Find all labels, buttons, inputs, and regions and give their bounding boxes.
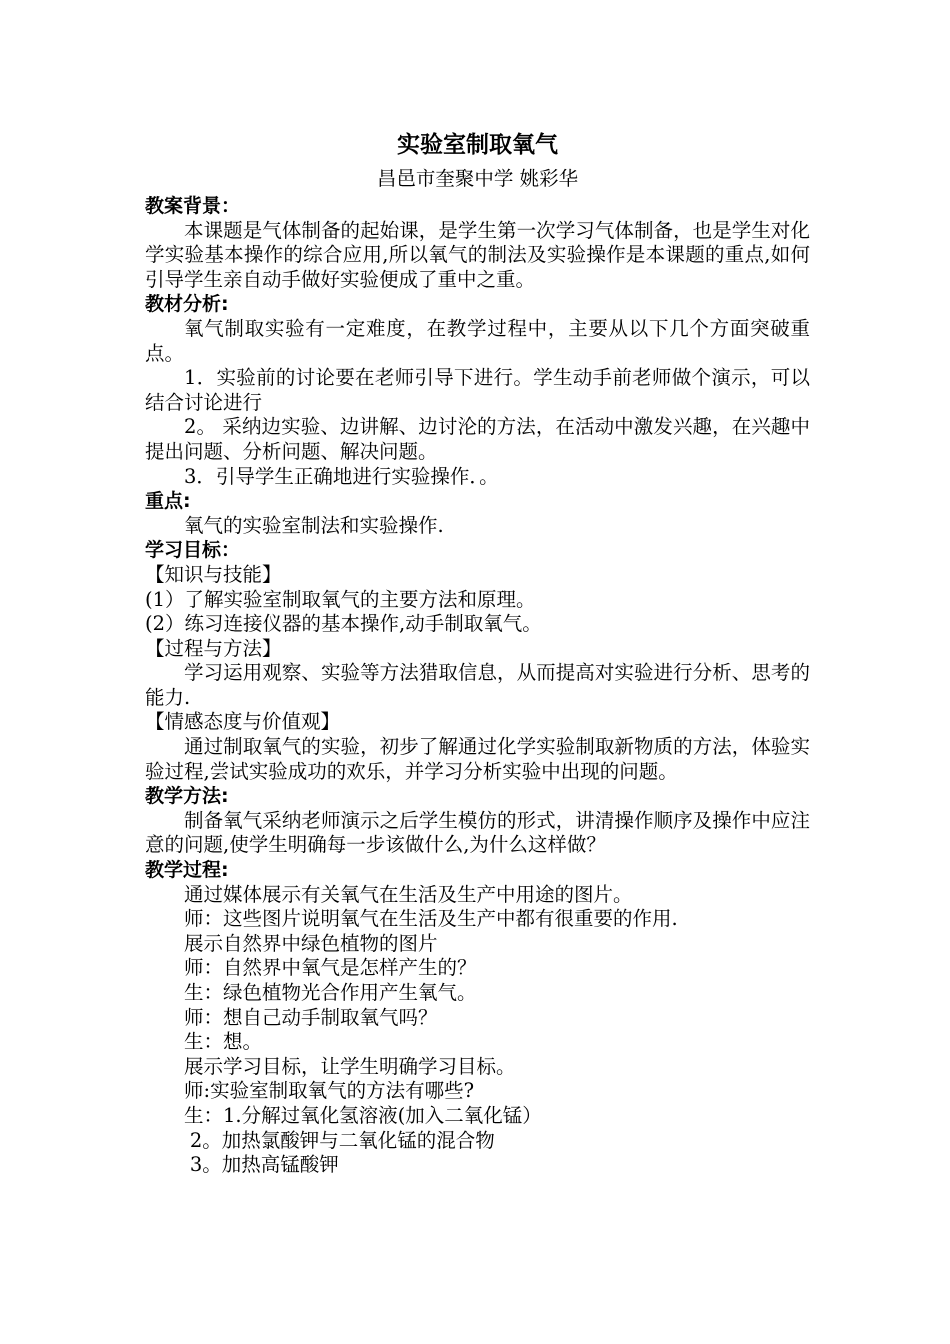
document-page — [145, 128, 810, 1178]
analysis-item-3: 3．引导学生正确地进行实验操作．。 — [184, 464, 499, 488]
heading-method: 教学方法: — [145, 785, 229, 808]
procedure-line: 师:实验室制取氧气的方法有哪些? — [184, 1079, 475, 1103]
analysis-item-2: 2。 采纳边实验、边讲解、边讨沦的方法，在活动中激发兴趣，在兴趣中提出问题、分析问题、解决问题。 — [145, 415, 810, 463]
process-text: 学习运用观察、实验等方法猎取信息，从而提高对实验进行分析、思考的能力. — [145, 661, 810, 709]
procedure-line: 展示自然界中绿色植物的图片 — [184, 931, 438, 955]
procedure-line: 师：想自己动手制取氧气吗？ — [184, 1005, 438, 1029]
procedure-sub-line: 2。加热氯酸钾与二氧化锰的混合物 — [189, 1128, 495, 1152]
heading-background: 教案背景： — [145, 195, 241, 217]
analysis-intro: 氧气制取实验有一定难度，在教学过程中，主要从以下几个方面突破重点。 — [145, 316, 810, 365]
author-line: 昌邑市奎聚中学 姚彩华 — [376, 167, 579, 190]
procedure-line: 生：1.分解过氧化氢溶液(加入二氧化锰） — [184, 1103, 542, 1127]
heading-key-point: 重点: — [145, 490, 191, 513]
procedure-line: 师：自然界中氧气是怎样产生的？ — [184, 956, 477, 980]
heading-objectives: 学习目标： — [145, 539, 241, 562]
procedure-line: 师：这些图片说明氧气在生活及生产中都有很重要的作用. — [184, 907, 678, 931]
method-text: 制备氧气采纳老师演示之后学生模仿的形式，讲清操作顺序及操作中应注意的问题,使学生明确每一步该做什么,为什么这样做？ — [145, 808, 810, 857]
procedure-sub-line: 3。加热高锰酸钾 — [189, 1153, 339, 1177]
procedure-line: 生：绿色植物光合作用产生氧气。 — [184, 981, 477, 1004]
document-title: 实验室制取氧气 — [397, 131, 558, 158]
heading-procedure: 教学过程: — [145, 859, 229, 882]
knowledge-item-1: (1）了解实验室制取氧气的主要方法和原理。 — [145, 587, 536, 611]
procedure-line: 通过媒体展示有关氧气在生活及生产中用途的图片。 — [184, 882, 633, 906]
knowledge-title: 【知识与技能】 — [145, 562, 282, 586]
heading-analysis: 教材分析: — [145, 293, 229, 316]
background-paragraph: 本课题是气体制备的起始课，是学生第一次学习气体制备，也是学生对化学实验基本操作的综合应用,所以氧气的制法及实验操作是本课题的重点,如何引导学生亲自动手做好实验便成了重中之重。 — [145, 218, 810, 291]
knowledge-item-2: (2）练习连接仪器的基本操作,动手制取氧气。 — [145, 612, 542, 636]
process-title: 【过程与方法】 — [145, 636, 282, 660]
analysis-item-1: 1．实验前的讨论要在老师引导下进行。学生动手前老师做个演示，可以结合讨论进行 — [145, 366, 810, 414]
procedure-line: 生：想。 — [184, 1030, 263, 1054]
key-point-text: 氧气的实验室制法和实验操作. — [184, 513, 444, 537]
emotion-title: 【情感态度与价值观】 — [145, 710, 341, 734]
procedure-line: 展示学习目标，让学生明确学习目标。 — [184, 1054, 516, 1078]
emotion-text: 通过制取氧气的实验，初步了解通过化学实验制取新物质的方法，体验实验过程,尝试实验成功的欢乐，并学习分析实验中出现的问题。 — [145, 735, 810, 783]
